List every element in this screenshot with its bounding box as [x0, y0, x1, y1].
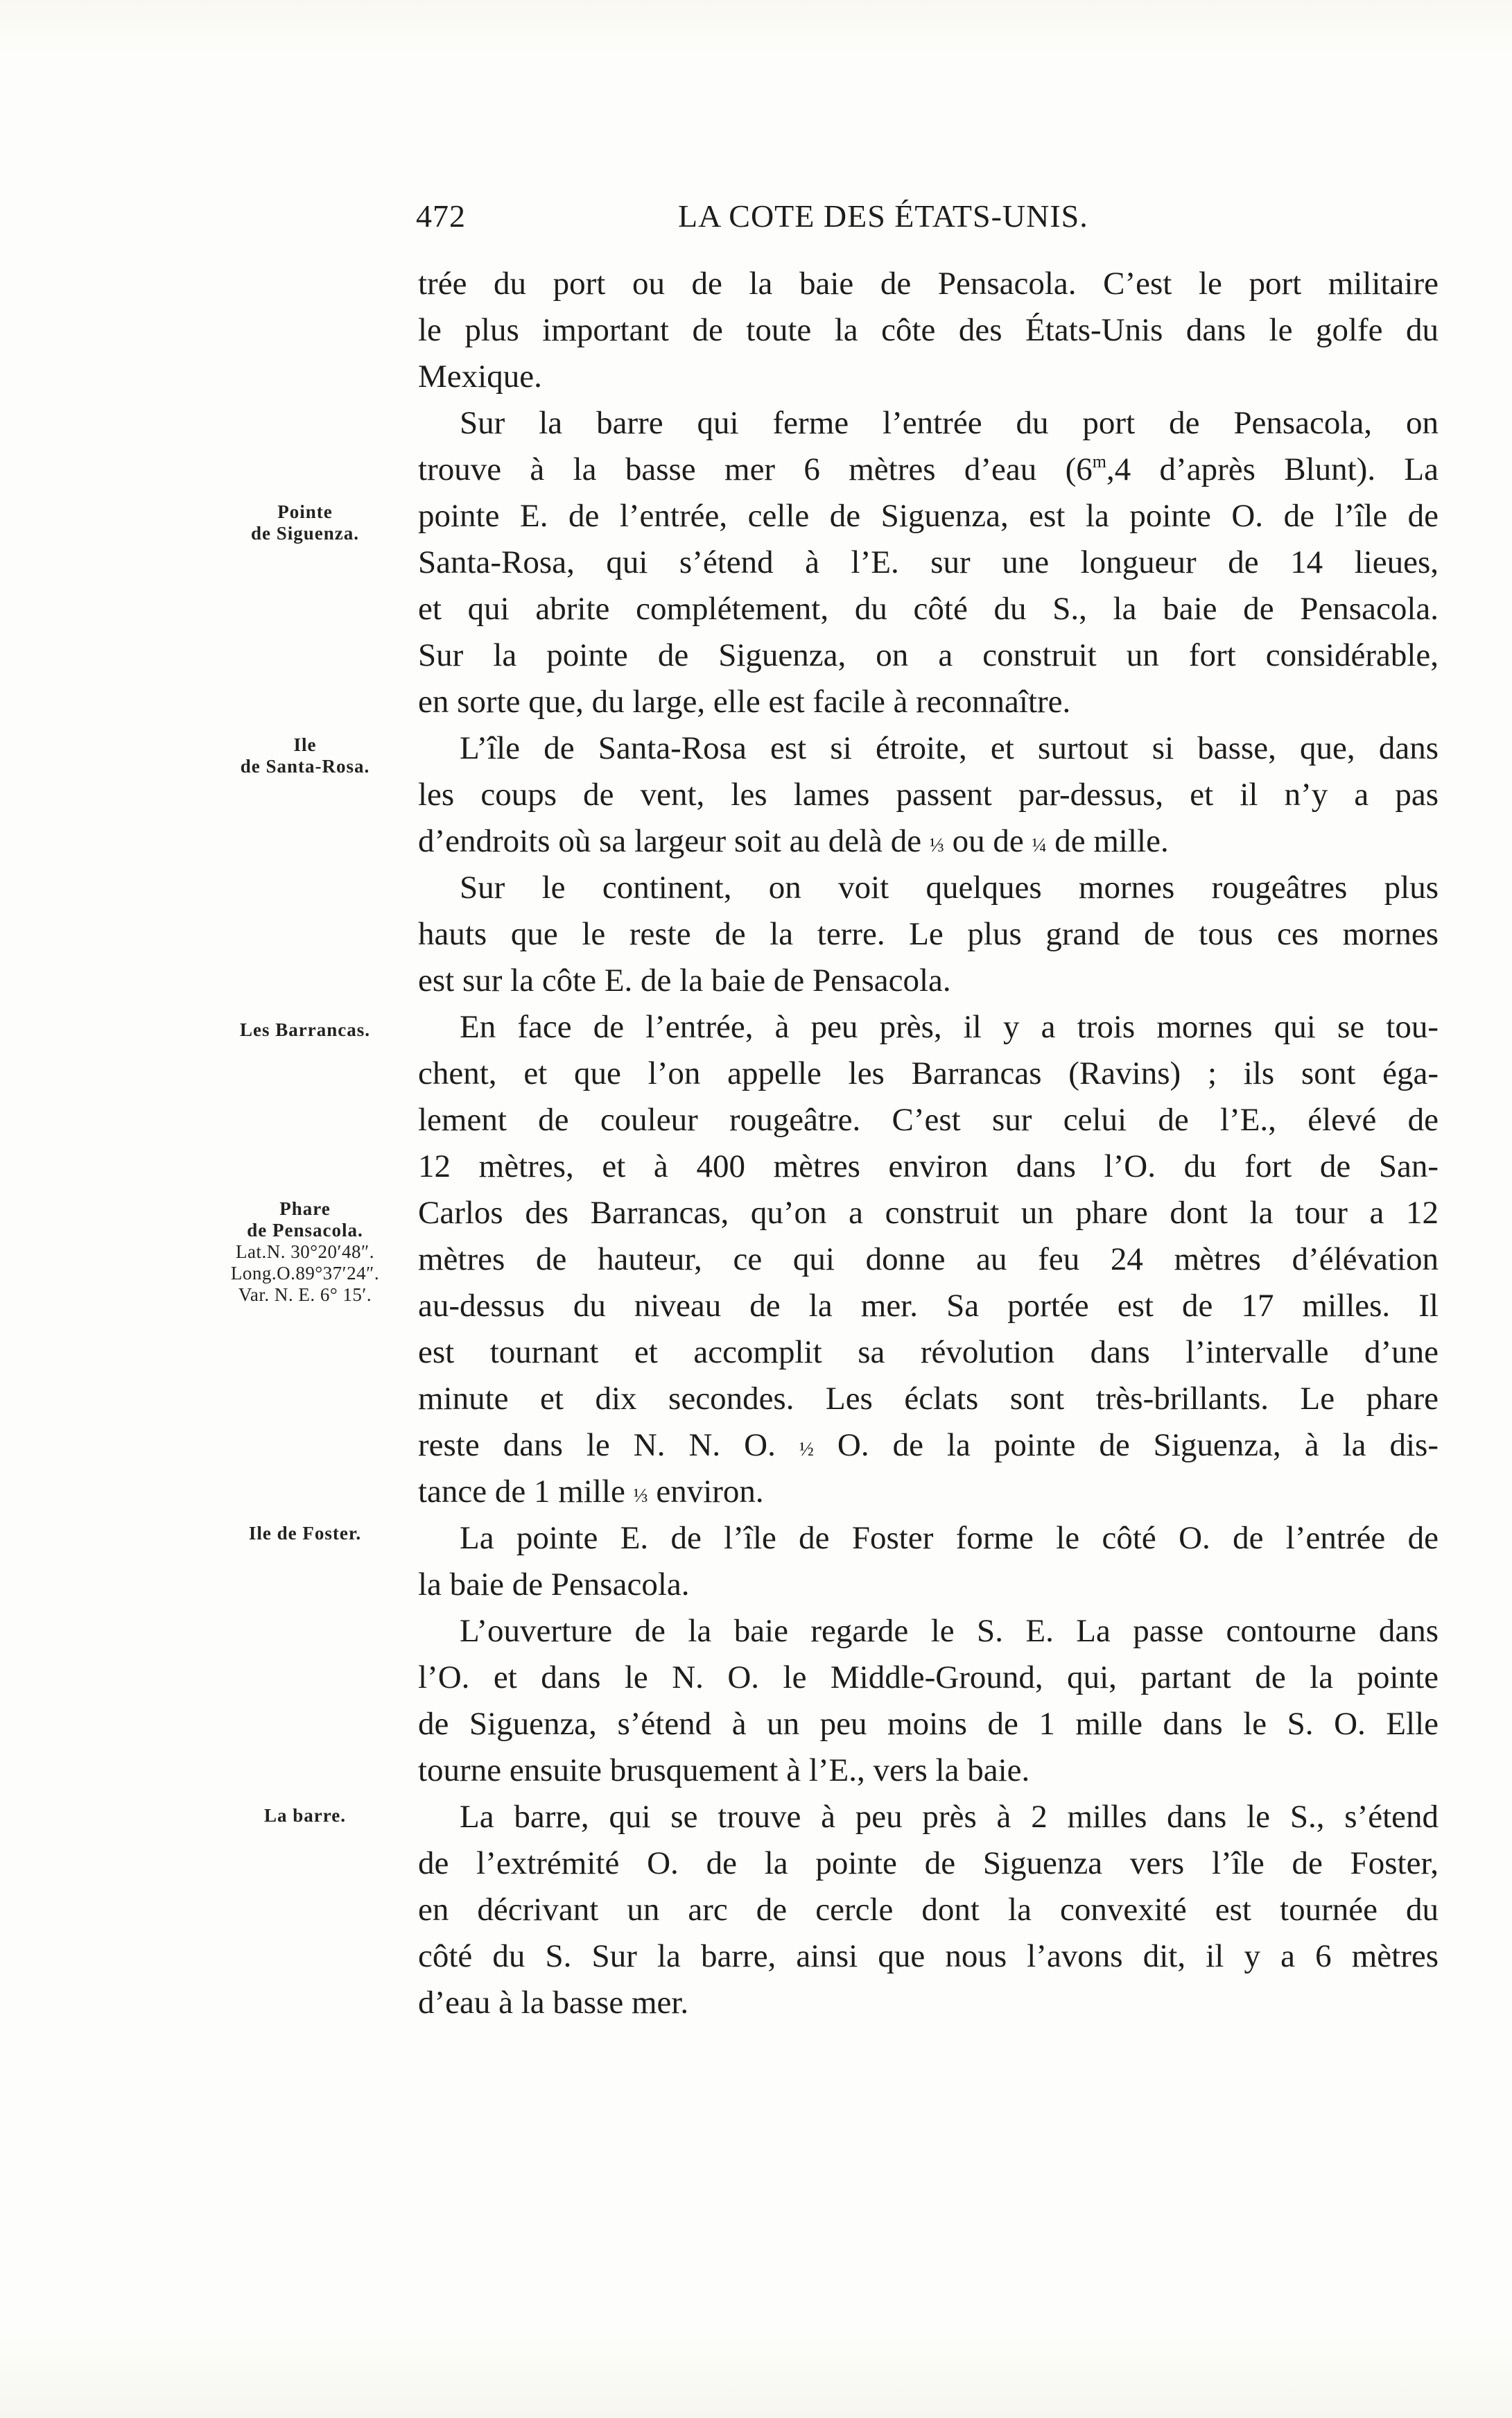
text-fragment: trouve à la basse mer 6 mètres d’eau (6 — [418, 451, 1093, 487]
text-line: en sorte que, du large, elle est facile à reconnaître. — [418, 684, 1071, 720]
text-line: En face de l’entrée, à peu près, il y a trois mornes qui se tou- — [460, 1009, 1439, 1045]
text-line: L’île de Santa-Rosa est si étroite, et surtout si basse, que, dans — [460, 730, 1439, 766]
text-fragment: d’endroits où sa largeur soit au delà de — [418, 823, 930, 859]
text-line: La barre, qui se trouve à peu près à 2 milles dans le S., s’étend — [460, 1799, 1439, 1835]
text-line: tourne ensuite brusquement à l’E., vers la baie. — [418, 1752, 1030, 1788]
margin-note-latitude: Lat.N. 30°20′48″. — [236, 1241, 374, 1262]
fraction: ⅓ — [929, 835, 944, 856]
margin-note-line: de Pensacola. — [247, 1220, 363, 1241]
text-fragment: reste dans le N. N. O. — [418, 1427, 799, 1463]
fraction: ¼ — [1032, 835, 1047, 856]
text-line: trée du port ou de la baie de Pensacola. C’est le port militaire — [418, 266, 1439, 302]
text-line: Mexique. — [418, 359, 542, 395]
text-line: Sur le continent, on voit quelques mornes rougeâtres plus — [460, 870, 1439, 906]
margin-note-line: La barre. — [264, 1805, 346, 1826]
margin-note-les-barrancas — [187, 1019, 423, 1041]
text-line: Sur la pointe de Siguenza, on a construit un fort considérable, — [418, 637, 1439, 673]
text-line: et qui abrite complétement, du côté du S., la baie de Pensacola. — [418, 591, 1439, 627]
text-line: pointe E. de l’entrée, celle de Siguenza, est la pointe O. de l’île de — [418, 498, 1439, 534]
page-top-tint — [0, 0, 1512, 55]
page-bottom-tint — [0, 2335, 1512, 2418]
text-line: de l’extrémité O. de la pointe de Siguenza vers l’île de Foster, — [418, 1845, 1439, 1881]
margin-note-line: Les Barrancas. — [240, 1019, 370, 1040]
text-fragment: O. de la pointe de Siguenza, à la dis- — [813, 1427, 1439, 1463]
margin-note-phare-pensacola — [187, 1198, 423, 1306]
text-line — [418, 447, 1439, 493]
text-line: hauts que le reste de la terre. Le plus grand de tous ces mornes — [418, 916, 1439, 952]
margin-note-longitude: Long.O.89°37′24″. — [230, 1263, 380, 1284]
text-line: L’ouverture de la baie regarde le S. E. La passe contourne dans — [460, 1613, 1439, 1649]
margin-note-line: Phare — [279, 1198, 331, 1219]
fraction: ½ — [799, 1439, 814, 1460]
text-line: le plus important de toute la côte des États-Unis dans le golfe du — [418, 312, 1439, 348]
margin-note-line: de Siguenza. — [250, 523, 360, 544]
text-line: La pointe E. de l’île de Foster forme le côté O. de l’entrée de — [460, 1520, 1439, 1556]
margin-note-line: Ile — [293, 734, 317, 755]
margin-note-line: Pointe — [277, 501, 333, 522]
margin-note-pointe-siguenza — [187, 501, 423, 544]
text-line: Sur la barre qui ferme l’entrée du port de Pensacola, on — [460, 405, 1439, 441]
text-line — [418, 1469, 1439, 1515]
body-text — [418, 261, 1439, 2026]
text-line: lement de couleur rougeâtre. C’est sur celui de l’E., élevé de — [418, 1102, 1439, 1138]
margin-note-ile-foster — [187, 1523, 423, 1544]
text-line: minute et dix secondes. Les éclats sont très-brillants. Le phare — [418, 1381, 1439, 1417]
text-line — [418, 1422, 1439, 1469]
running-title: LA COTE DES ÉTATS-UNIS. — [678, 198, 1088, 234]
text-line — [418, 818, 1439, 865]
text-line: la baie de Pensacola. — [418, 1566, 690, 1603]
text-line: l’O. et dans le N. O. le Middle-Ground, qui, partant de la pointe — [418, 1659, 1439, 1695]
text-fragment: tance de 1 mille — [418, 1474, 634, 1510]
text-line: 12 mètres, et à 400 mètres environ dans l’O. du fort de San- — [418, 1148, 1439, 1184]
margin-note-variation: Var. N. E. 6° 15′. — [238, 1284, 372, 1305]
text-line: côté du S. Sur la barre, ainsi que nous l’avons dit, il y a 6 mètres — [418, 1938, 1439, 1974]
text-line: est tournant et accomplit sa révolution dans l’intervalle d’une — [418, 1334, 1439, 1370]
margin-note-ile-santa-rosa — [187, 734, 423, 777]
superscript-meters: m — [1092, 451, 1106, 472]
fraction: ⅓ — [633, 1485, 648, 1507]
text-line: de Siguenza, s’étend à un peu moins de 1 mille dans le S. O. Elle — [418, 1706, 1439, 1742]
margin-note-la-barre — [187, 1805, 423, 1827]
text-fragment: ,4 d’après Blunt). La — [1106, 451, 1439, 487]
text-line: chent, et que l’on appelle les Barrancas (Ravins) ; ils sont éga- — [418, 1055, 1439, 1091]
text-line: les coups de vent, les lames passent par-dessus, et il n’y a pas — [418, 777, 1439, 813]
text-line: au-dessus du niveau de la mer. Sa portée est de 17 milles. Il — [418, 1288, 1439, 1324]
text-line: mètres de hauteur, ce qui donne au feu 24 mètres d’élévation — [418, 1241, 1439, 1277]
margin-note-line: Ile de Foster. — [248, 1523, 362, 1544]
text-line: Carlos des Barrancas, qu’on a construit un phare dont la tour a 12 — [418, 1195, 1439, 1231]
text-fragment: environ. — [648, 1474, 764, 1510]
text-line: est sur la côte E. de la baie de Pensacola. — [418, 962, 951, 999]
page-number: 472 — [416, 198, 466, 234]
text-fragment: de mille. — [1046, 823, 1169, 859]
text-line: en décrivant un arc de cercle dont la convexité est tournée du — [418, 1892, 1439, 1928]
margin-note-line: de Santa-Rosa. — [240, 756, 370, 777]
text-fragment: ou de — [944, 823, 1032, 859]
text-line: d’eau à la basse mer. — [418, 1985, 689, 2021]
text-line: Santa-Rosa, qui s’étend à l’E. sur une longueur de 14 lieues, — [418, 544, 1439, 580]
running-head — [416, 196, 1442, 237]
